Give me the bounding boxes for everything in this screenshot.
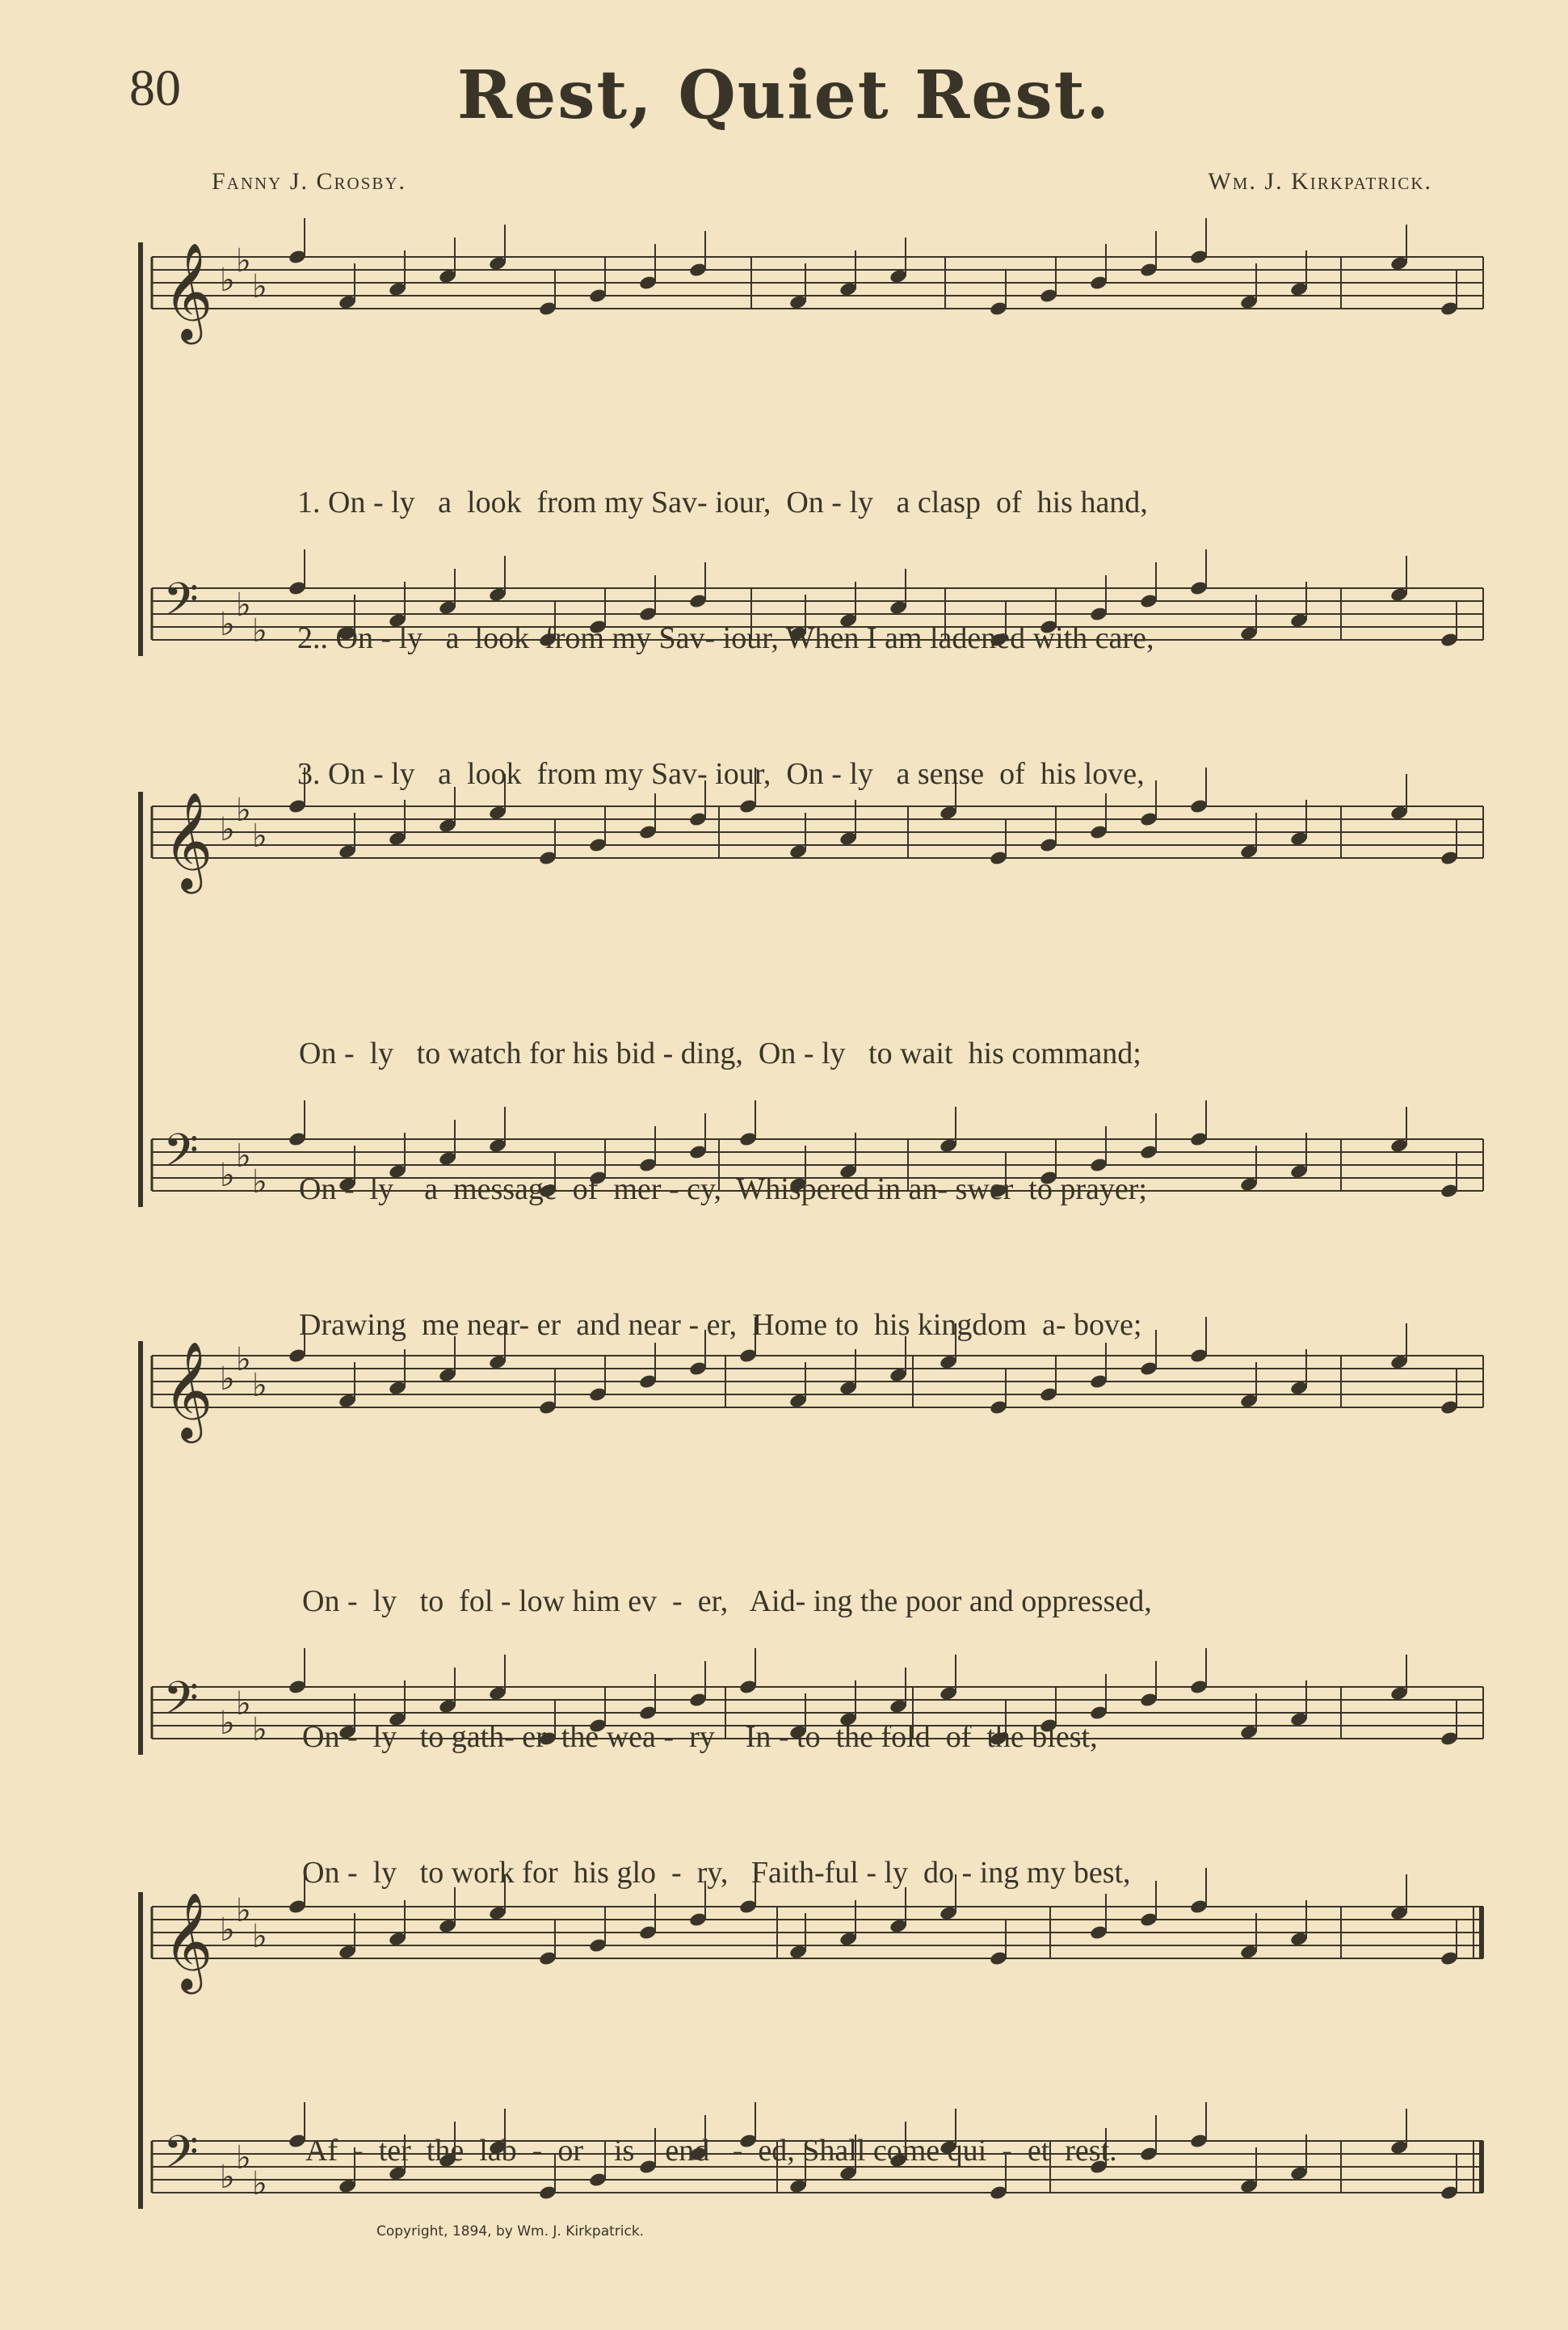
flat-sign-icon: ♭ — [236, 792, 251, 829]
flat-sign-icon: ♭ — [220, 1157, 235, 1194]
treble-clef-icon: 𝄞 — [163, 791, 213, 890]
lyric-line: Af - ter the lab - or is end - ed, Shall come qui - et rest. — [305, 2134, 1117, 2168]
bass-clef-icon: 𝄢 — [163, 2126, 199, 2190]
treble-clef-icon: 𝄞 — [163, 242, 213, 340]
bass-clef-icon: 𝄢 — [163, 574, 199, 637]
flat-sign-icon: ♭ — [236, 1685, 251, 1722]
flat-sign-icon: ♭ — [236, 242, 251, 280]
lyric-line: On - ly a message of mer - cy, Whispered in an- swer to prayer; — [299, 1172, 1147, 1206]
bass-clef-icon: 𝄢 — [163, 1672, 199, 1736]
flat-sign-icon: ♭ — [220, 1912, 235, 1949]
flat-sign-icon: ♭ — [252, 2165, 267, 2202]
lyric-line: On - ly to gath- er the wea - ry In - to the fold of the blest, — [302, 1720, 1098, 1754]
flat-sign-icon: ♭ — [220, 1705, 235, 1742]
lyric-line: 1. On - ly a look from my Sav- iour, On - ly a clasp of his hand, — [297, 486, 1148, 519]
copyright-notice: Copyright, 1894, by Wm. J. Kirkpatrick. — [376, 2223, 645, 2240]
flat-sign-icon: ♭ — [220, 606, 235, 643]
flat-sign-icon: ♭ — [252, 1163, 267, 1201]
flat-sign-icon: ♭ — [236, 1892, 251, 1929]
treble-clef-icon: 𝄞 — [163, 1340, 213, 1439]
lyric-line: On - ly to watch for his bid - ding, On - ly to wait his command; — [299, 1037, 1141, 1070]
lyrics-system-2 — [299, 940, 1147, 1393]
flat-sign-icon: ♭ — [252, 818, 267, 855]
lyrics-system-4 — [305, 2038, 1117, 2219]
lyric-line: 2.. On - ly a look from my Sav- iour, When I am ladened with care, — [297, 621, 1154, 655]
flat-sign-icon: ♭ — [252, 1711, 267, 1748]
flat-sign-icon: ♭ — [252, 1918, 267, 1955]
flat-sign-icon: ♭ — [236, 2139, 251, 2176]
flat-sign-icon: ♭ — [220, 262, 235, 299]
lyrics-system-3 — [302, 1488, 1152, 1941]
lyric-line: 3. On - ly a look from my Sav- iour, On - ly a sense of his love, — [297, 757, 1145, 791]
lyrics-system-1 — [297, 389, 1154, 842]
lyric-line: On - ly to work for his glo - ry, Faith-ful - ly do - ing my best, — [302, 1856, 1131, 1890]
flat-sign-icon: ♭ — [252, 612, 267, 650]
flat-sign-icon: ♭ — [252, 1367, 267, 1404]
hymn-title: Rest, Quiet Rest. — [456, 57, 1112, 134]
flat-sign-icon: ♭ — [236, 1138, 251, 1175]
flat-sign-icon: ♭ — [220, 811, 235, 848]
bass-clef-icon: 𝄢 — [163, 1125, 199, 1188]
page-number: 80 — [129, 59, 181, 116]
flat-sign-icon: ♭ — [220, 1361, 235, 1398]
lyric-line: On - ly to fol - low him ev - er, Aid- ing the poor and oppressed, — [302, 1584, 1152, 1618]
lyric-line: Drawing me near- er and near - er, Home to his kingdom a- bove; — [299, 1308, 1142, 1342]
composer-credit: Wm. J. Kirkpatrick. — [1208, 168, 1432, 195]
flat-sign-icon: ♭ — [236, 1341, 251, 1378]
flat-sign-icon: ♭ — [220, 2159, 235, 2196]
lyricist-credit: Fanny J. Crosby. — [212, 168, 407, 195]
treble-clef-icon: 𝄞 — [163, 1891, 213, 1990]
flat-sign-icon: ♭ — [236, 587, 251, 624]
flat-sign-icon: ♭ — [252, 268, 267, 305]
